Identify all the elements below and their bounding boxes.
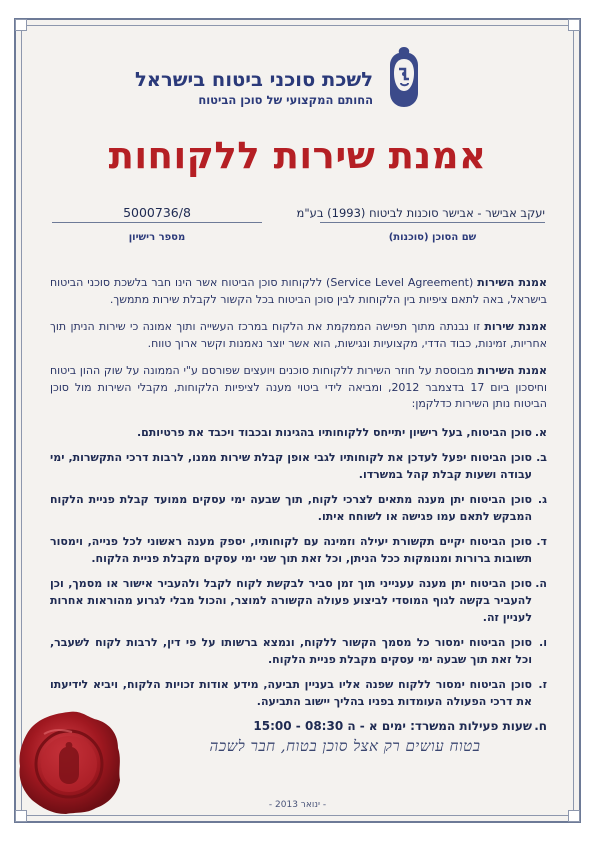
footer-date: - ינואר 2013 - (268, 800, 327, 810)
list-item-marker: ח. (534, 718, 547, 733)
intro-paragraph (50, 363, 547, 413)
list-item (50, 575, 547, 626)
list-item-text: סוכן הביטוח ימסור כל מסמך הקשור ללקוח, ונמצא ברשותו על פי דין, לרבות לקוח לשעבר, וכל זאת תוך שבעה ימי עסקים מקבלת פניית הלקוח. (50, 635, 532, 666)
license-number-underline (52, 222, 262, 223)
list-item (50, 491, 547, 525)
page-title: אמנת שירות ללקוחות (108, 134, 487, 177)
list-item (50, 634, 547, 668)
paragraph-text: מבוססת על חוזר השירות ללקוחות סוכנים ויועצים שפורסם ע"י הממונה על שוק ההון ביטוח וחיסכון ביום 17 בדצמבר 2012, ומביאה לידי ביטוי מענה לציפיות הלקוחות, מקבלי השירות מול סוכן הביטוח נותן השירות כדלקמן: (50, 364, 547, 410)
list-item-marker: ב. (536, 450, 547, 464)
office-hours-text: שעות פעילות המשרד: ימים א - ה 08:30 - 15:00 (253, 718, 532, 733)
intro-paragraph (50, 275, 547, 308)
list-item-text: סוכן הביטוח יתן מענה מתאים לצרכי לקוח, תוך שבעה ימי עסקים ממועד קבלת פניית הלקוח המבקש לתאם עמו פגישה או לשוחח איתו. (50, 492, 532, 523)
list-item-marker: ז. (538, 677, 547, 691)
charter-body (50, 275, 547, 743)
list-item (50, 676, 547, 710)
list-item-marker: ה. (535, 576, 547, 590)
list-item (50, 449, 547, 483)
license-number-caption: מספר רישיון (128, 232, 186, 243)
agent-name-value: יעקב אבישר - אבישר סוכנות לביטוח (1993) בע"מ (296, 206, 545, 220)
agent-name-underline (320, 222, 545, 223)
organization-tagline: החותם המקצועי של סוכן הביטוח (198, 93, 373, 107)
agent-name-caption: שם הסוכן (סוכנות) (388, 232, 477, 243)
paragraph-lead: אמנת השירות (477, 276, 547, 289)
paragraph-text: (Service Level Agreement) ללקוחות סוכן הביטוח אשר הינו חבר בלשכת סוכני הביטוח בישראל, באה לתאם ציפיות בין הלקוחות לבין סוכן הביטוח בכל הקשור לקבלת שירות מתמשך. (50, 276, 547, 306)
paragraph-text: זו נבנתה מתוך תפישה הממקמת את הלקוח במרכז העשייה ותוך אמונה כי שירות הניתן תוך אחריות, זמינות, כבוד הדדי, מקצועיות ונגישות, הוא אשר יוצר נאמנות וקשר ארוך טווח. (50, 320, 547, 350)
intro-paragraph (50, 319, 547, 352)
list-item-text: סוכן הביטוח יפעל לעדכן את לקוחותיו לגבי אופן קבלת שירות ממנו, לרבות דרכי התקשרות, ימי עבודה ושעות קבלת קהל במשרדו. (50, 450, 532, 481)
signature-slogan: בטוח עושים רק אצל סוכן בטוח, חבר לשכה (209, 737, 481, 755)
paragraph-lead: אמנת שירות (484, 320, 547, 333)
license-number-value: 5000736/8 (123, 205, 191, 220)
service-commitments-list (50, 424, 547, 735)
list-item-marker: א. (534, 425, 547, 439)
list-item-text: סוכן הביטוח, בעל רישיון יתייחס ללקוחותיו בהגינות ובכבוד ויכבד את פרטיותם. (136, 425, 532, 439)
list-item (50, 533, 547, 567)
list-item-text: סוכן הביטוח ימסור ללקוח שפנה אליו בעניין תביעה, מידע אודות זכויות הלקוח, ויביא לידיעתו את דרכי הפעולה העומדות בפניו בהליך יישוב התביעה. (50, 677, 532, 708)
paragraph-lead: אמנת השירות (477, 364, 547, 377)
list-item-marker: ג. (537, 492, 547, 506)
list-item-marker: ו. (539, 635, 547, 649)
frame-corner (568, 810, 580, 822)
organization-logo-icon (381, 45, 427, 111)
list-item-marker: ד. (536, 534, 547, 548)
list-item (50, 424, 547, 441)
office-hours (50, 718, 547, 735)
list-item-text: סוכן הביטוח יקיים תקשורת יעילה וזמינה עם לקוחותיו, יספק מענה ראשוני לכל פנייה, וימסור תשובות ברורות ומנומקות ככל הניתן, וכל זאת תוך שני ימי עסקים מקבלת פניית הלקוח. (50, 534, 532, 565)
organization-name: לשכת סוכני ביטוח בישראל (134, 68, 373, 91)
list-item-text: סוכן הביטוח יתן מענה עענייני תוך זמן סביר לבקשת לקוח לקבל ולהעביר אישור או מסמך, וכן להעביר בקשה לגוף המוסדי לביצוע פעולה הקשורה למוצר, והכול מבלי לגרוע מהוראות אחרות לעניין זה. (50, 576, 532, 624)
frame-corner (15, 19, 27, 31)
frame-corner (568, 19, 580, 31)
